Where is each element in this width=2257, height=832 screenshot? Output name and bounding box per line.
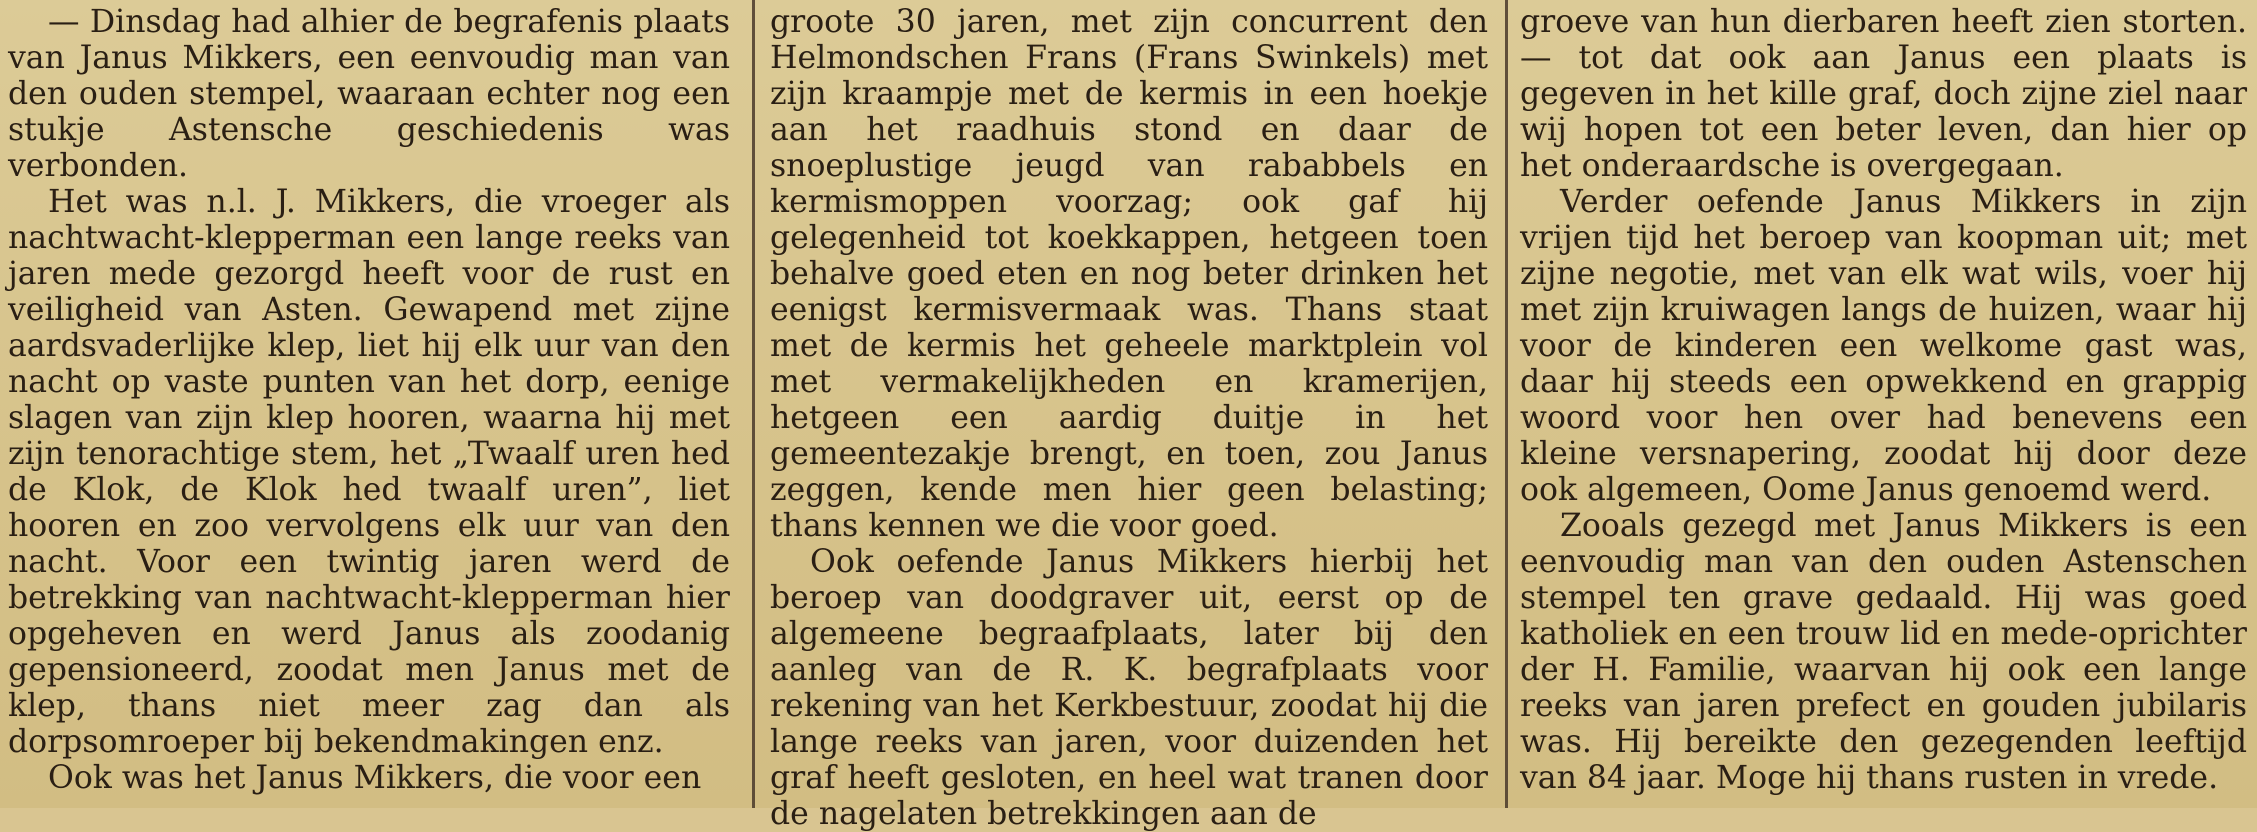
article-paragraph: Ook was het Janus Mikkers, die voor een — [48, 760, 702, 796]
column-1 — [8, 0, 730, 808]
article-paragraph: Verder oefende Janus Mikkers in zijn vrijen tijd het beroep van koopman uit; met zijne negotie, met van elk wat wils, voer hij met zijn kruiwagen langs de huizen, waar hij voor de kinderen een welkome gast was, daar hij steeds een opwekkend en grappig woord voor hen over had benevens een kleine versnapering, zoodat hij door deze ook algemeen, Oome Janus genoemd werd. — [1520, 184, 2247, 508]
article-paragraph: Ook oefende Janus Mikkers hierbij het beroep van doodgraver uit, eerst op de algemeene begraafplaats, later bij den aanleg van de R. K. begrafplaats voor rekening van het Kerkbestuur, zoodat hij die lange reeks van jaren, voor duizenden het graf heeft gesloten, en heel wat tranen door de nagelaten betrekkingen aan de — [770, 544, 1488, 832]
article-paragraph: groote 30 jaren, met zijn concurrent den Helmondschen Frans (Frans Swinkels) met zijn kraampje met de kermis in een hoekje aan het raadhuis stond en daar de snoeplustige jeugd van rababbels en kermismoppen voorzag; ook gaf hij gelegenheid tot koekkappen, hetgeen toen behalve goed eten en nog beter drinken het eenigst kermisvermaak was. Thans staat met de kermis het geheele marktplein vol met vermakelijkheden en kramerijen, hetgeen een aardig duitje in het gemeentezakje brengt, en toen, zou Janus zeggen, kende men hier geen belasting; thans kennen we die voor goed. — [770, 4, 1488, 544]
column-2 — [770, 0, 1488, 832]
column-divider — [752, 0, 755, 808]
column-divider — [1505, 0, 1508, 808]
article-paragraph: Het was n.l. J. Mikkers, die vroeger als nachtwacht-klepperman een lange reeks van jaren mede gezorgd heeft voor de rust en veiligheid van Asten. Gewapend met zijne aardsvaderlijke klep, liet hij elk uur van den nacht op vaste punten van het dorp, eenige slagen van zijn klep hooren, waarna hij met zijn tenorachtige stem, het „Twaalf uren hed de Klok, de Klok hed twaalf uren”, liet hooren en zoo vervolgens elk uur van den nacht. Voor een twintig jaren werd de betrekking van nachtwacht-klepperman hier opgeheven en werd Janus als zoodanig gepensioneerd, zoodat men Janus met de klep, thans niet meer zag dan als dorpsomroeper bij bekendmakingen enz. — [8, 184, 730, 760]
article-paragraph: — Dinsdag had alhier de begrafenis plaats van Janus Mikkers, een eenvoudig man van den ouden stempel, waaraan echter nog een stukje Astensche geschiedenis was verbonden. — [8, 4, 730, 184]
article-paragraph: groeve van hun dierbaren heeft zien storten. — tot dat ook aan Janus een plaats is gegeven in het kille graf, doch zijne ziel naar wij hopen tot een beter leven, dan hier op het onderaardsche is overgegaan. — [1520, 4, 2247, 184]
column-3 — [1520, 0, 2247, 808]
article-paragraph: Zooals gezegd met Janus Mikkers is een eenvoudig man van den ouden Astenschen stempel ten grave gedaald. Hij was goed katholiek en een trouw lid en mede-oprichter der H. Familie, waarvan hij ook een lange reeks van jaren prefect en gouden jubilaris was. Hij bereikte den gezegenden leeftijd van 84 jaar. Moge hij thans rusten in vrede. — [1520, 508, 2247, 796]
